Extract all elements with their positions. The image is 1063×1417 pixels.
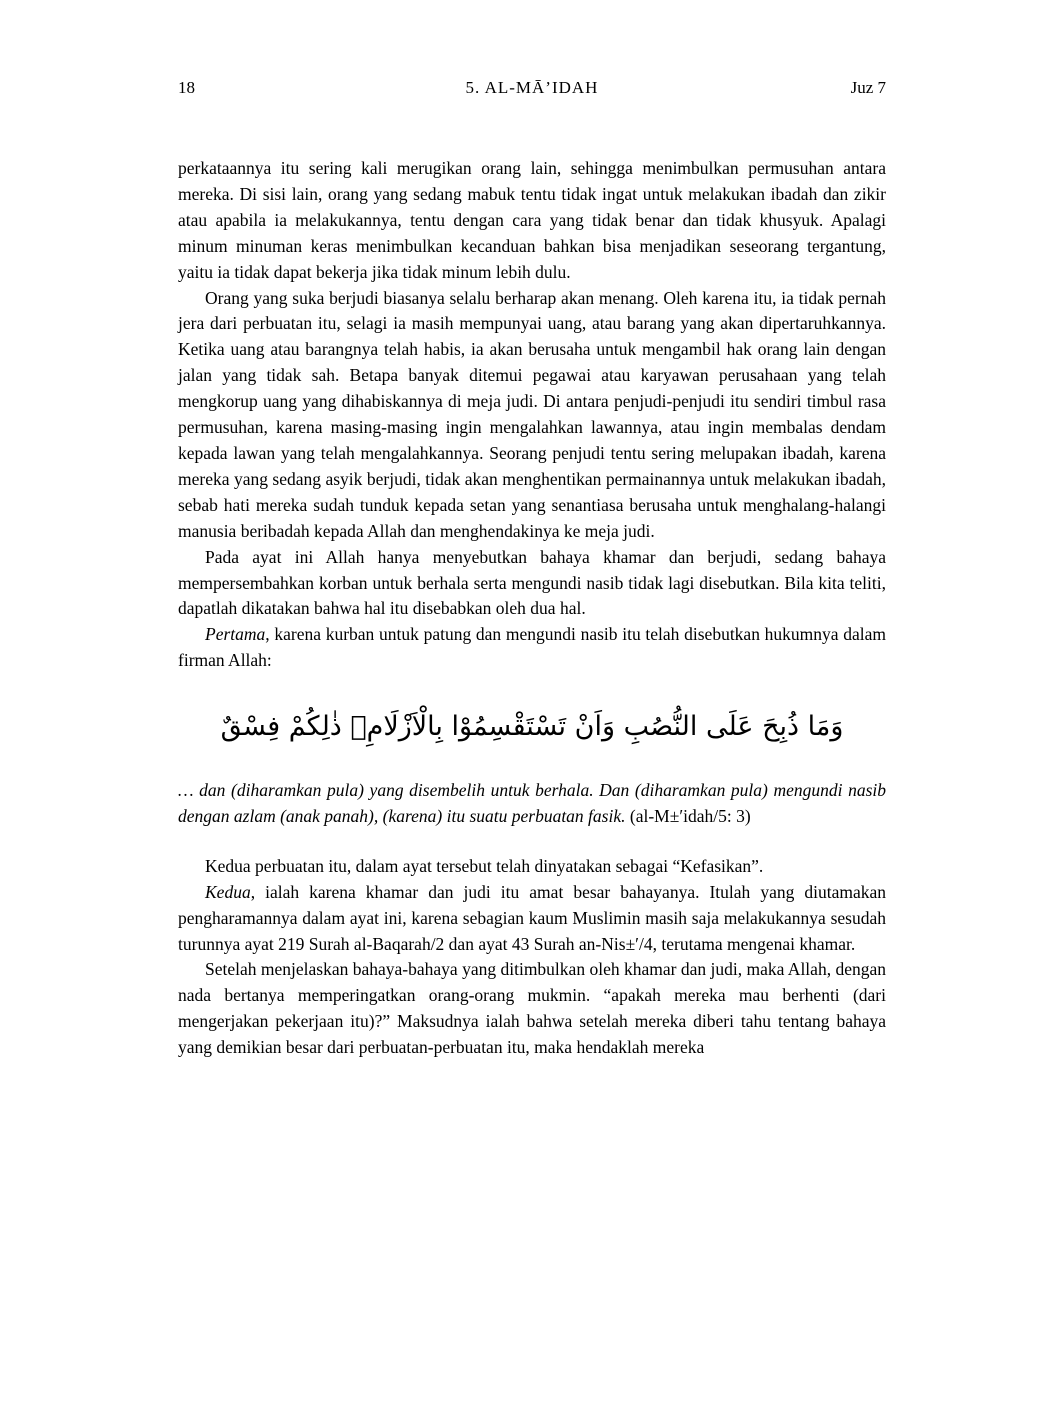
paragraph-kedua-text: , ialah karena khamar dan judi itu amat besar bahayanya. Itulah yang diutamakan pengharamannya dalam ayat ini, karena sebagian kaum Muslimin masih saja melakukannya sesudah turunnya ayat 219 Surah al-Baqarah/2 dan ayat 43 Surah an-Nis±′/4, terutama mengenai khamar.	[178, 881, 886, 954]
verse-translation	[178, 778, 886, 830]
paragraph-kedua-perbuatan: Kedua perbuatan itu, dalam ayat tersebut telah dinyatakan sebagai “Kefasikan”.	[205, 855, 764, 876]
paragraph-pertama-text: , karena kurban untuk patung dan mengundi nasib itu telah disebutkan hukumnya dalam firman Allah:	[178, 624, 886, 671]
lead-word-pertama: Pertama	[205, 624, 266, 645]
juz-label: Juz 7	[850, 78, 886, 97]
page-header	[178, 78, 886, 98]
surah-title: 5. AL-MĀ’IDAH	[465, 78, 599, 97]
paragraph-setelah: Setelah menjelaskan bahaya-bahaya yang ditimbulkan oleh khamar dan judi, maka Allah, dengan nada bertanya memperingatkan orang-orang mukmin. “apakah mereka mau berhenti (dari mengerjakan pekerjaan itu)?” Maksudnya ialah bahwa setelah mereka diberi tahu tentang bahaya yang demikian besar dari perbuatan-perbuatan itu, maka hendaklah mereka	[178, 959, 886, 1058]
paragraph-ayat-ini: Pada ayat ini Allah hanya menyebutkan bahaya khamar dan berjudi, sedang bahaya mempersembahkan korban untuk berhala serta mengundi nasib tidak lagi disebutkan. Bila kita teliti, dapatlah dikatakan bahwa hal itu disebabkan oleh dua hal.	[178, 546, 886, 619]
paragraph-kedua	[178, 880, 886, 958]
lead-word-kedua: Kedua	[205, 881, 251, 902]
verse-reference: (al-M±′idah/5: 3)	[629, 805, 751, 826]
paragraph-judi: Orang yang suka berjudi biasanya selalu berharap akan menang. Oleh karena itu, ia tidak pernah jera dari perbuatan itu, selagi ia masih mempunyai uang, atau barang yang akan dipertaruhkannya. Ketika uang atau barangnya telah habis, ia akan berusaha untuk mengambil hak orang lain dengan jalan yang tidak sah. Betapa banyak ditemui pegawai atau karyawan perusahaan yang telah mengkorup uang yang dihabiskannya di meja judi. Di antara penjudi-penjudi itu sendiri timbul rasa permusuhan, karena masing-masing ingin mengalahkan lawannya, atau ingin membalas dendam kepada lawan yang telah mengalahkannya. Seorang penjudi tentu sering melupakan ibadah, karena mereka yang sedang asyik berjudi, tidak akan menghentikan permainannya untuk melakukan ibadah, sebab hati mereka sudah tunduk kepada setan yang senantiasa berusaha untuk menghalang-halangi manusia beribadah kepada Allah dan menghendakinya ke meja judi.	[178, 287, 886, 541]
paragraph-continuation: perkataannya itu sering kali merugikan orang lain, sehingga menimbulkan permusuhan antara mereka. Di sisi lain, orang yang sedang mabuk tentu tidak ingat untuk melakukan ibadah dan zikir atau apabila ia melakukannya, tentu dengan cara yang tidak benar dan tidak khusyuk. Apalagi minum minuman keras menimbulkan kecanduan bahkan bisa menjadikan seseorang tergantung, yaitu ia tidak dapat bekerja jika tidak minum lebih dulu.	[178, 158, 886, 282]
page-number: 18	[178, 78, 195, 97]
paragraph-pertama	[178, 622, 886, 674]
arabic-verse: وَمَا ذُبِحَ عَلَى النُّصُبِ وَاَنْ تَسْتَقْسِمُوْا بِالْاَزْلَامِۗ ذٰلِكُمْ فِسْقٌ	[220, 711, 844, 743]
body-text	[178, 156, 886, 1061]
translation-text: … dan (diharamkan pula) yang disembelih untuk berhala. Dan (diharamkan pula) mengundi nasib dengan azlam (anak panah), (karena) itu suatu perbuatan fasik.	[178, 780, 886, 826]
